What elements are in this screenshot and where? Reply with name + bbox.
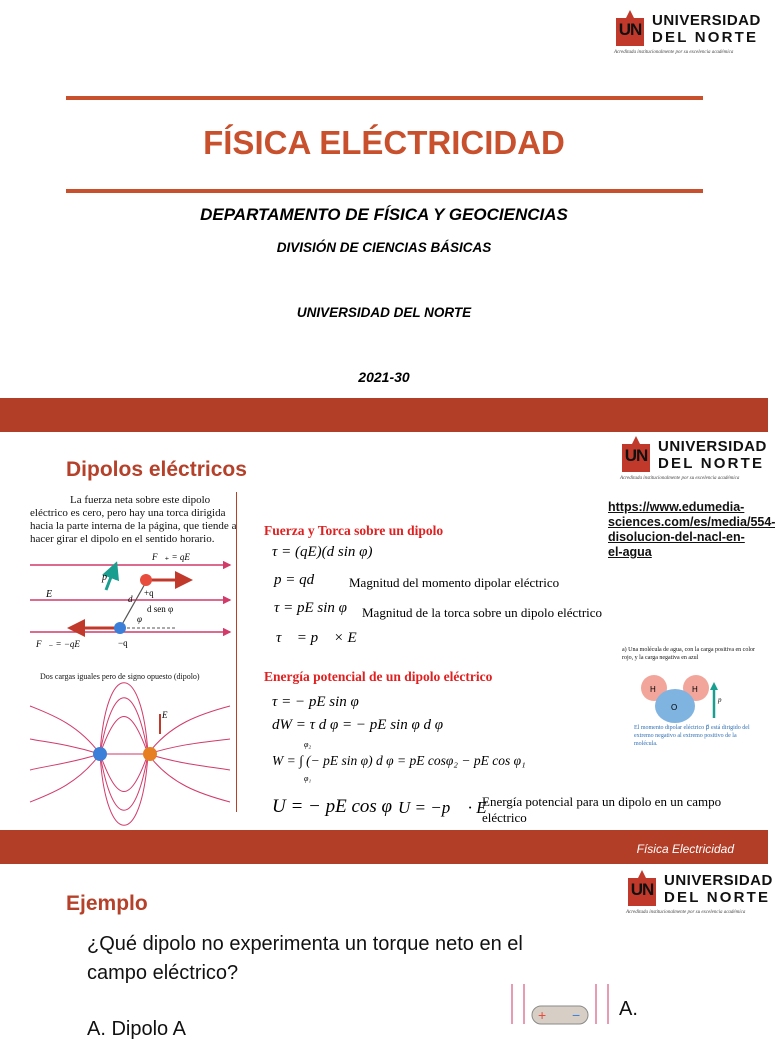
figure-caption-top: La fuerza neta sobre este dipolo eléctrico es cero, pero hay una torca dirigida hacia la parte interna de la página, que tiende a hacer girar el dipolo en el sentido horario. — [30, 494, 237, 545]
slide-heading: Ejemplo — [66, 892, 148, 915]
eq-tau-vector: τ⃗ = p⃗ × E⃗ — [276, 630, 369, 646]
negative-charge-icon — [93, 747, 107, 761]
university-logo — [614, 10, 761, 55]
negative-charge-icon — [114, 622, 126, 634]
label-e-field: E⃗ — [162, 710, 175, 720]
department-text: DEPARTAMENTO DE FÍSICA Y GEOCIENCIAS — [200, 205, 568, 224]
option-a-text[interactable]: A. Dipolo A — [87, 1018, 186, 1040]
label-h1: H — [650, 685, 656, 694]
section-force-title: Fuerza y Torca sobre un dipolo — [264, 523, 444, 538]
title-rule-top — [66, 96, 703, 100]
un-logo-icon: UN — [614, 10, 648, 48]
dipole-torque-figure — [30, 550, 235, 648]
eq-u-vector: U = −p⃗ · E⃗ — [398, 798, 500, 817]
eq-tau-pe: τ = pE sin φ — [274, 600, 347, 616]
logo-line2: DEL NORTE — [664, 889, 771, 906]
logo-tagline: Acreditada institucionalmente por su excelencia académica — [620, 476, 740, 481]
label-d: d — [128, 594, 133, 604]
footer-text: Física Electricidad — [636, 842, 734, 856]
logo-tagline: Acreditada institucionalmente por su excelencia académica — [626, 910, 746, 915]
un-logo-icon: UN — [620, 436, 654, 474]
label-phi: φ — [137, 614, 142, 624]
label-e: E⃗ — [46, 589, 60, 600]
dipole-field-lines-figure — [30, 684, 230, 812]
slide-separator-band — [0, 398, 768, 432]
note-torque: Magnitud de la torca sobre un dipolo eléctrico — [362, 605, 603, 620]
plus-sign-icon: + — [538, 1007, 547, 1023]
eq-w-upper-limit: φ₂ — [304, 740, 312, 749]
eq-w-lower-limit: φ₁ — [304, 774, 312, 783]
label-o: O — [671, 703, 678, 712]
note-dipole-moment: Magnitud del momento dipolar eléctrico — [349, 575, 560, 590]
vertical-divider — [236, 492, 237, 812]
question-text: ¿Qué dipolo no experimenta un torque neto en el campo eléctrico? — [87, 933, 523, 984]
section-energy-title: Energía potencial de un dipolo eléctrico — [264, 669, 493, 684]
label-d-sen: d sen φ — [147, 604, 174, 614]
logo-line1: UNIVERSIDAD — [652, 12, 761, 29]
eq-tau-neg: τ = − pE sin φ — [272, 694, 359, 710]
slide-heading: Dipolos eléctricos — [66, 458, 247, 481]
eq-p-qd: p = qd — [274, 572, 315, 588]
logo-line2: DEL NORTE — [652, 29, 759, 46]
molecule-caption-top: a) Una molécula de agua, con la carga positiva en color rojo, y la carga negativa en azul — [622, 647, 755, 661]
label-p-molecule: p⃗ — [718, 696, 727, 704]
slide-ejemplo — [0, 864, 773, 1040]
university-logo — [626, 870, 773, 915]
division-text: DIVISIÓN DE CIENCIAS BÁSICAS — [276, 240, 492, 255]
label-q-minus: −q — [118, 638, 128, 648]
label-f-plus: F⃗₊ = qE⃗ — [152, 552, 197, 562]
logo-line2: DEL NORTE — [658, 455, 765, 472]
label-h2: H — [692, 685, 698, 694]
footer-band — [0, 830, 768, 864]
title-rule-bottom — [66, 189, 703, 193]
label-p: p⃗ — [102, 572, 115, 583]
university-logo — [620, 436, 767, 481]
eq-dw: dW = τ d φ = − pE sin φ d φ — [272, 717, 444, 733]
eq-tau-qe: τ = (qE)(d sin φ) — [272, 544, 373, 560]
slide-dipolos — [0, 432, 775, 830]
un-logo-icon: UN — [626, 870, 660, 908]
figure-caption-bottom: Dos cargas iguales pero de signo opuesto (dipolo) — [40, 672, 200, 681]
slide-title — [0, 0, 768, 398]
dipole-option-a-figure — [508, 984, 612, 1024]
logo-tagline: Acreditada institucionalmente por su excelencia académica — [614, 50, 734, 55]
option-a-label[interactable]: A. — [619, 998, 638, 1020]
positive-charge-icon — [143, 747, 157, 761]
logo-line1: UNIVERSIDAD — [664, 872, 773, 889]
water-molecule-figure — [638, 666, 727, 726]
eq-u-cos: U = − pE cos φ — [272, 796, 393, 817]
period-text: 2021-30 — [358, 369, 410, 385]
edumedia-link[interactable]: https://www.edumedia-sciences.com/es/media/554-disolucion-del-nacl-en-el-agua — [608, 500, 775, 559]
label-f-minus: F⃗₋ = −qE⃗ — [36, 639, 87, 649]
note-potential-energy: Energía potencial para un dipolo en un campo eléctrico — [482, 794, 722, 825]
eq-work: W = ∫ (− pE sin φ) d φ = pE cosφ₂ − pE cos φ₁ — [272, 753, 526, 768]
presentation-title: FÍSICA ELÉCTRICIDAD — [203, 124, 565, 161]
label-q-plus: +q — [144, 588, 154, 598]
minus-sign-icon: − — [572, 1007, 581, 1023]
molecule-caption-bottom: El momento dipolar eléctrico p⃗ está dirigido del extremo negativo al extremo positivo de la molécula. — [634, 725, 750, 747]
logo-line1: UNIVERSIDAD — [658, 438, 767, 455]
positive-charge-icon — [140, 574, 152, 586]
university-text: UNIVERSIDAD DEL NORTE — [296, 305, 472, 320]
